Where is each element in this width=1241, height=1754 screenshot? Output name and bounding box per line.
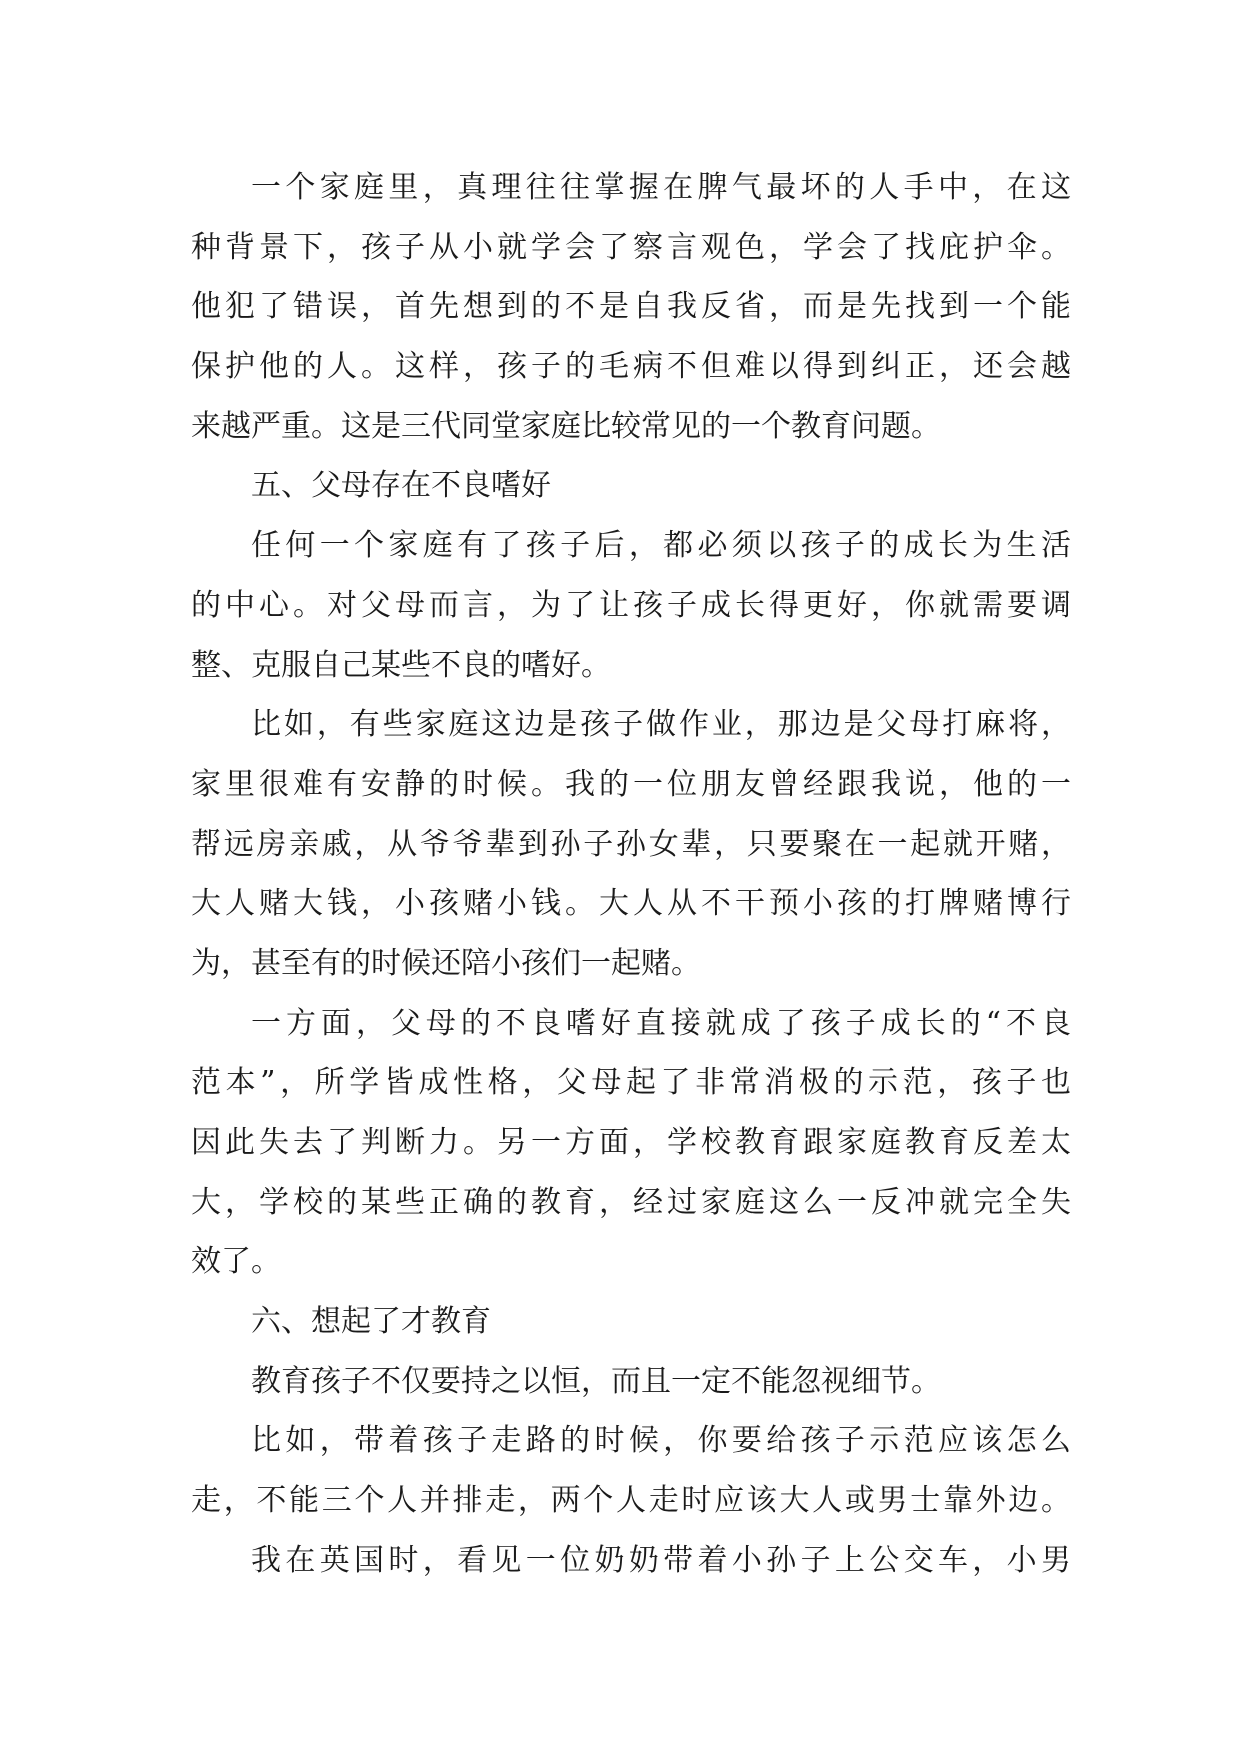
text-line: 走，不能三个人并排走，两个人走时应该大人或男士靠外边。 — [191, 1483, 1071, 1519]
text-line: 大，学校的某些正确的教育，经过家庭这么一反冲就完全失 — [191, 1184, 1071, 1220]
text-line: 教育孩子不仅要持之以恒，而且一定不能忽视细节。 — [251, 1363, 941, 1399]
text-line: 家里很难有安静的时候。我的一位朋友曾经跟我说，他的一 — [191, 766, 1071, 802]
document-body — [191, 158, 1071, 1591]
text-line: 任何一个家庭有了孩子后，都必须以孩子的成长为生活 — [251, 528, 1071, 564]
text-line: 为，甚至有的时候还陪小孩们一起赌。 — [191, 945, 701, 981]
text-line: 一个家庭里，真理往往掌握在脾气最坏的人手中，在这 — [251, 170, 1071, 205]
text-line: 六、想起了才教育 — [251, 1304, 491, 1340]
text-line: 范本”，所学皆成性格，父母起了非常消极的示范，孩子也 — [191, 1065, 1071, 1101]
text-line: 的中心。对父母而言，为了让孩子成长得更好，你就需要调 — [191, 587, 1071, 623]
text-line: 一方面，父母的不良嗜好直接就成了孩子成长的“不良 — [251, 1005, 1071, 1041]
text-line: 大人赌大钱，小孩赌小钱。大人从不干预小孩的打牌赌博行 — [191, 886, 1071, 922]
text-line: 保护他的人。这样，孩子的毛病不但难以得到纠正，还会越 — [191, 349, 1071, 385]
text-line: 比如，有些家庭这边是孩子做作业，那边是父母打麻将， — [251, 707, 1071, 743]
text-line: 因此失去了判断力。另一方面，学校教育跟家庭教育反差太 — [191, 1125, 1071, 1160]
text-line: 五、父母存在不良嗜好 — [251, 468, 551, 504]
text-line: 来越严重。这是三代同堂家庭比较常见的一个教育问题。 — [191, 408, 941, 444]
text-line: 我在英国时，看见一位奶奶带着小孙子上公交车，小男 — [251, 1542, 1071, 1578]
text-line: 比如，带着孩子走路的时候，你要给孩子示范应该怎么 — [251, 1423, 1071, 1459]
text-line: 种背景下，孩子从小就学会了察言观色，学会了找庇护伞。 — [191, 229, 1071, 265]
text-line: 效了。 — [191, 1244, 281, 1280]
text-line: 整、克服自己某些不良的嗜好。 — [191, 647, 611, 683]
text-line: 帮远房亲戚，从爷爷辈到孙子孙女辈，只要聚在一起就开赌， — [191, 826, 1071, 862]
text-line: 他犯了错误，首先想到的不是自我反省，而是先找到一个能 — [191, 289, 1071, 325]
